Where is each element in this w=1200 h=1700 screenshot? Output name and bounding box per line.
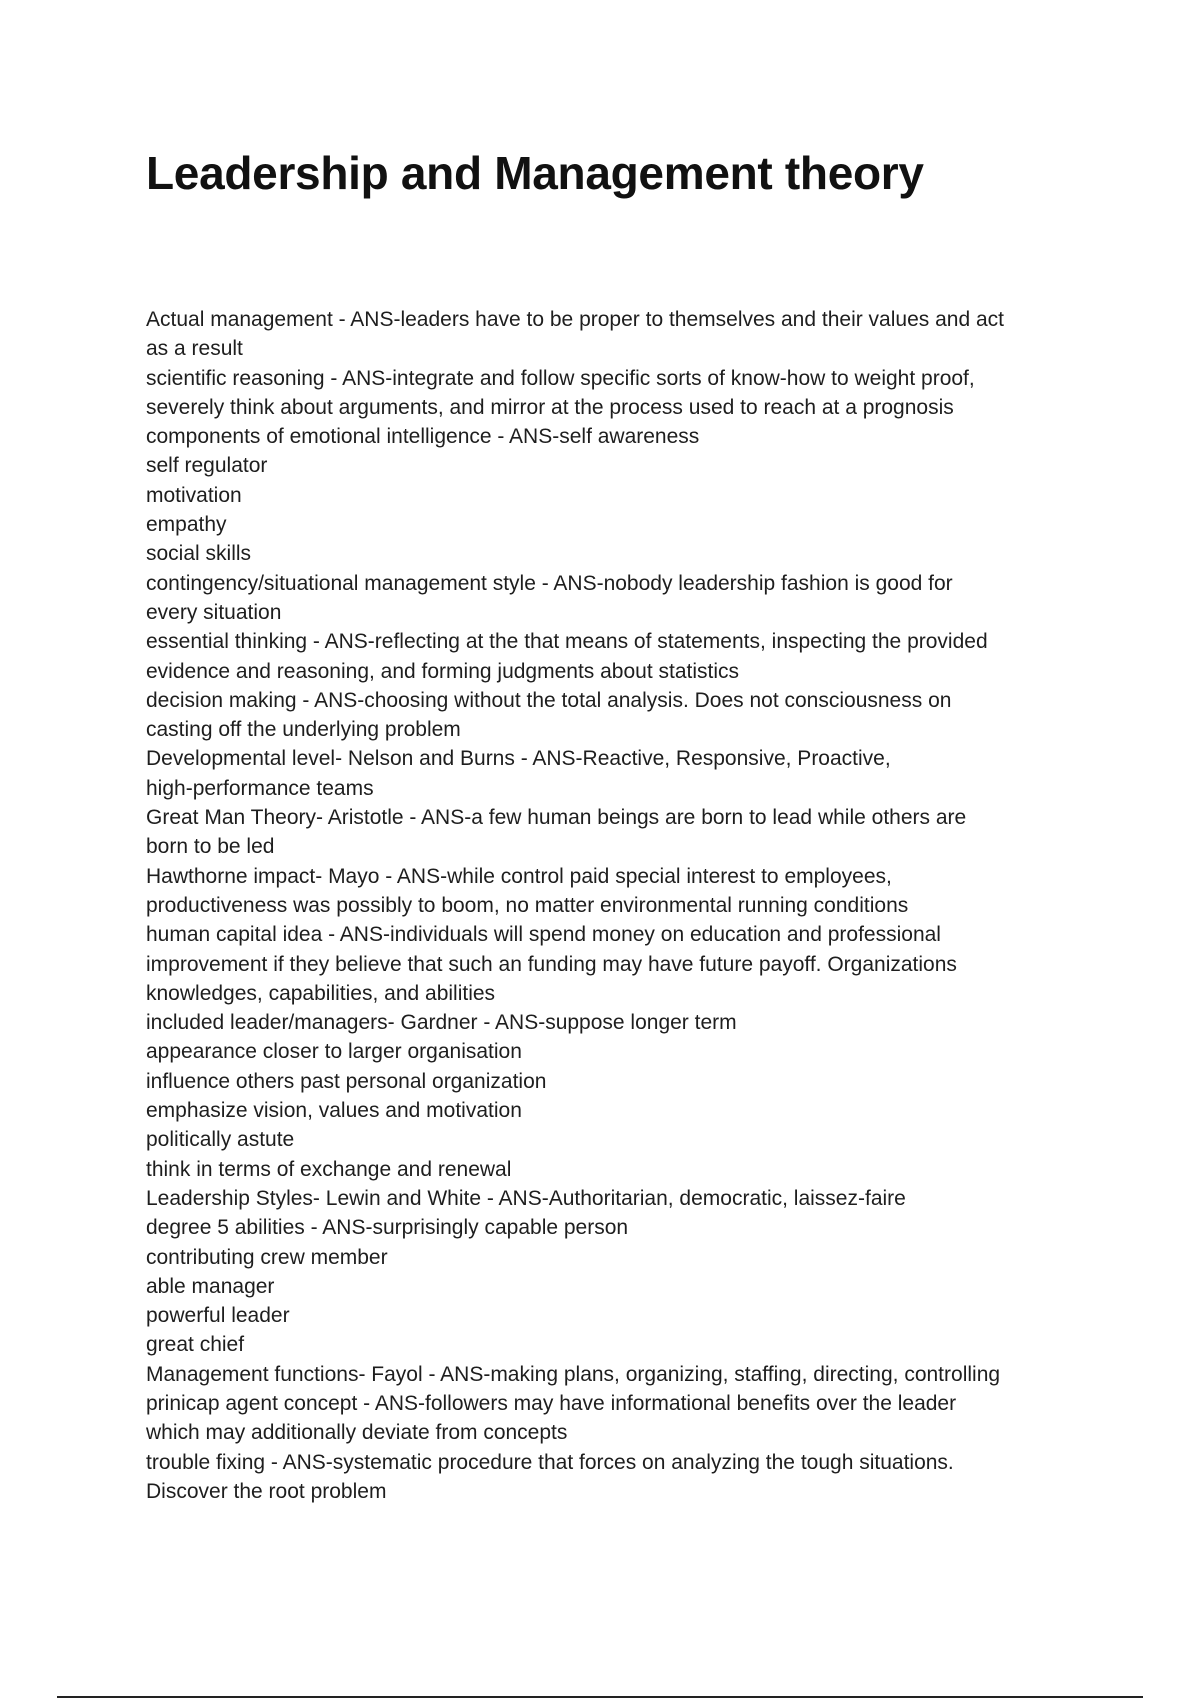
text-line: scientific reasoning - ANS-integrate and follow specific sorts of know-how to weight proof, bbox=[146, 366, 975, 390]
text-line: components of emotional intelligence - ANS-self awareness bbox=[146, 425, 700, 449]
text-line: born to be led bbox=[146, 835, 275, 859]
text-line: included leader/managers- Gardner - ANS-suppose longer term bbox=[146, 1011, 737, 1035]
text-line: powerful leader bbox=[146, 1304, 290, 1328]
text-line: politically astute bbox=[146, 1128, 295, 1152]
text-line: improvement if they believe that such an funding may have future payoff. Organizations bbox=[146, 952, 957, 976]
text-line: emphasize vision, values and motivation bbox=[146, 1099, 522, 1123]
text-line: knowledges, capabilities, and abilities bbox=[146, 981, 496, 1005]
text-line: think in terms of exchange and renewal bbox=[146, 1157, 512, 1181]
text-line: Actual management - ANS-leaders have to be proper to themselves and their values and act bbox=[146, 308, 1004, 331]
text-line: severely think about arguments, and mirror at the process used to reach at a prognosis bbox=[146, 395, 954, 419]
text-line: essential thinking - ANS-reflecting at the that means of statements, inspecting the provided bbox=[146, 630, 988, 654]
document-body bbox=[146, 305, 1066, 1506]
text-line: as a result bbox=[146, 337, 243, 361]
text-line: degree 5 abilities - ANS-surprisingly capable person bbox=[146, 1216, 629, 1240]
text-line: able manager bbox=[146, 1274, 275, 1298]
text-line: great chief bbox=[146, 1333, 245, 1357]
text-line: Great Man Theory- Aristotle - ANS-a few human beings are born to lead while others are bbox=[146, 806, 967, 830]
text-line: self regulator bbox=[146, 454, 268, 478]
text-line: empathy bbox=[146, 513, 227, 537]
text-line: which may additionally deviate from concepts bbox=[146, 1421, 568, 1445]
text-line: contributing crew member bbox=[146, 1245, 388, 1269]
text-line: social skills bbox=[146, 542, 252, 566]
text-line: high-performance teams bbox=[146, 776, 374, 800]
text-line: trouble fixing - ANS-systematic procedure that forces on analyzing the tough situations. bbox=[146, 1450, 954, 1474]
text-line: every situation bbox=[146, 600, 282, 624]
text-line: appearance closer to larger organisation bbox=[146, 1040, 522, 1064]
text-line: Developmental level- Nelson and Burns - ANS-Reactive, Responsive, Proactive, bbox=[146, 747, 891, 771]
text-line: Hawthorne impact- Mayo - ANS-while control paid special interest to employees, bbox=[146, 864, 892, 888]
text-line: influence others past personal organization bbox=[146, 1069, 547, 1093]
text-line: motivation bbox=[146, 483, 242, 507]
text-line: productiveness was possibly to boom, no matter environmental running conditions bbox=[146, 893, 909, 917]
text-line: evidence and reasoning, and forming judgments about statistics bbox=[146, 659, 740, 683]
text-line: decision making - ANS-choosing without the total analysis. Does not consciousness on bbox=[146, 688, 952, 712]
text-line: human capital idea - ANS-individuals will spend money on education and professional bbox=[146, 923, 941, 947]
footer-divider bbox=[57, 1696, 1143, 1698]
text-line: Discover the root problem bbox=[146, 1479, 387, 1503]
text-line: Management functions- Fayol - ANS-making plans, organizing, staffing, directing, controlling bbox=[146, 1362, 1001, 1386]
text-line: casting off the underlying problem bbox=[146, 718, 461, 742]
text-line: prinicap agent concept - ANS-followers may have informational benefits over the leader bbox=[146, 1391, 957, 1415]
text-line: Leadership Styles- Lewin and White - ANS-Authoritarian, democratic, laissez-faire bbox=[146, 1186, 906, 1210]
page-title: Leadership and Management theory bbox=[146, 147, 924, 199]
text-line: contingency/situational management style - ANS-nobody leadership fashion is good for bbox=[146, 571, 953, 595]
